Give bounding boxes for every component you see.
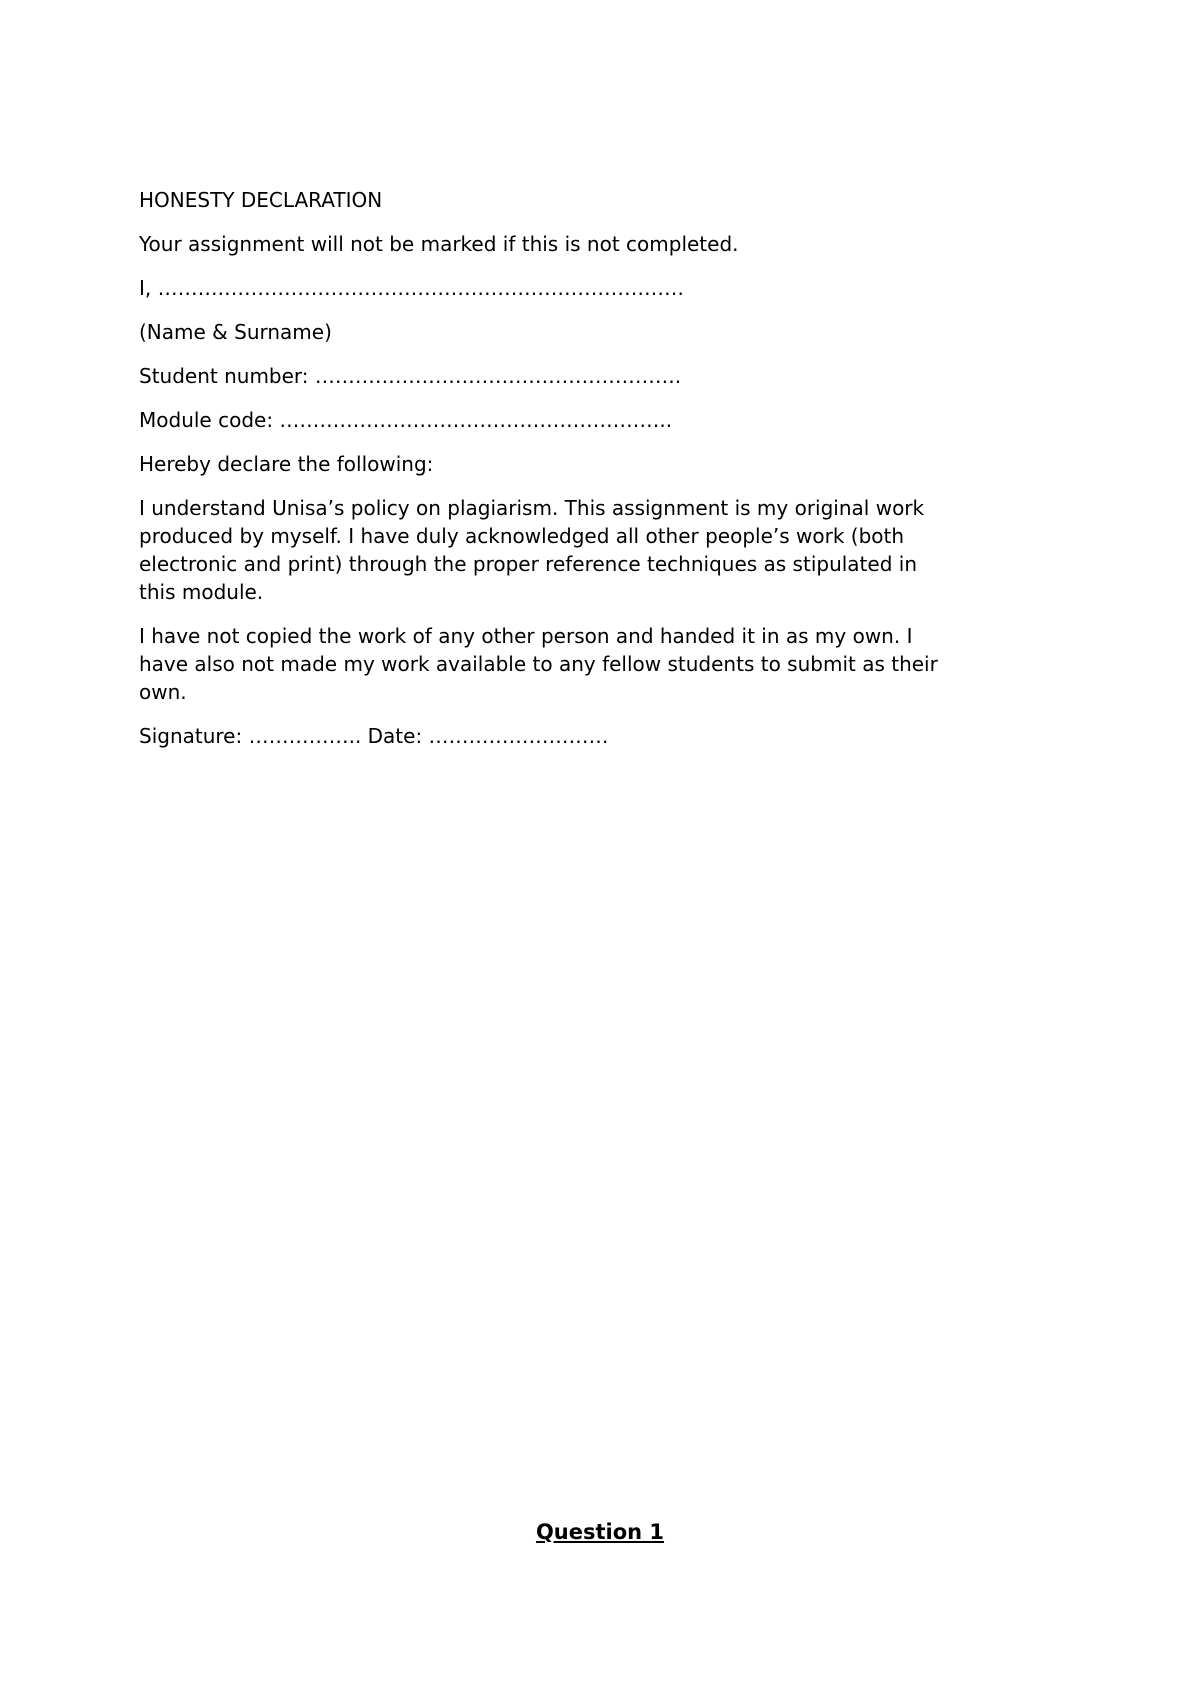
declaration-heading: HONESTY DECLARATION [139, 188, 383, 212]
declare-intro: Hereby declare the following: [139, 452, 434, 476]
declaration-paragraph-plagiarism: I understand Unisa’s policy on plagiarism. This assignment is my original work produced by myself. I have duly acknowledged all other people’s work (both electronic and print) through the proper reference techniques as stipulated in this module. [139, 496, 925, 604]
completion-notice: Your assignment will not be marked if this is not completed. [139, 232, 739, 256]
student-number-line: Student number: ………………………………………………. [139, 364, 682, 388]
name-line: I, ……….…………………………………………………………… [139, 276, 684, 300]
name-caption: (Name & Surname) [139, 320, 332, 344]
honesty-declaration-section [139, 186, 939, 766]
signature-date-line: Signature: …………….. Date: ……………………… [139, 724, 609, 748]
question-title: Question 1 [535, 1520, 665, 1544]
module-code-line: Module code: ………………………………………………….. [139, 408, 673, 432]
declaration-paragraph-copying: I have not copied the work of any other person and handed it in as my own. I have also not made my work available to any fellow students to submit as their own. [139, 624, 938, 704]
